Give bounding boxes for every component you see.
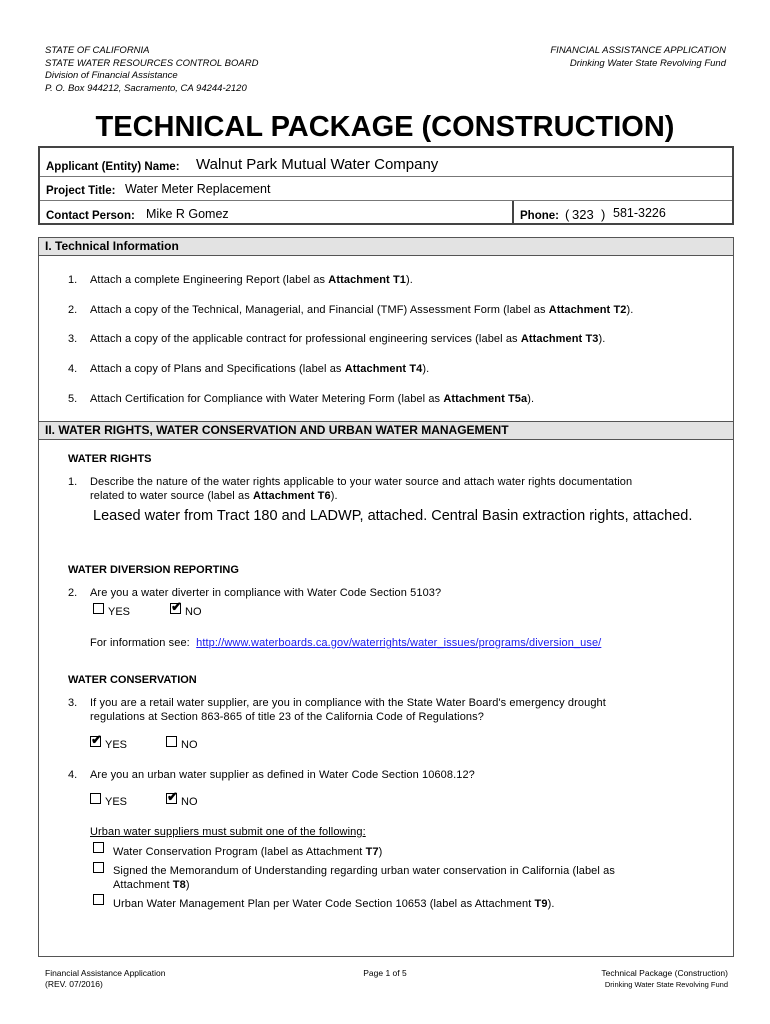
phone-label: Phone: <box>520 210 559 222</box>
urban-yes-checkbox[interactable] <box>90 793 101 804</box>
item-number: 4. <box>68 363 78 375</box>
question-number: 1. <box>68 476 78 488</box>
program-line-1: FINANCIAL ASSISTANCE APPLICATION <box>550 45 726 56</box>
project-title-label: Project Title: <box>46 185 116 197</box>
phone-cell <box>512 201 732 225</box>
item-text: Attach a complete Engineering Report (label as Attachment T1). <box>90 274 413 286</box>
item-text: Attach a copy of the applicable contract for professional engineering services (label as Attachment T3). <box>90 333 606 345</box>
drought-yes-label: YES <box>105 739 128 751</box>
diversion-question: Are you a water diverter in compliance with Water Code Section 5103? <box>90 587 442 599</box>
phone-close-paren: ) <box>601 207 606 222</box>
option-checkbox-t7[interactable] <box>93 842 104 853</box>
footer-fund-name: Drinking Water State Revolving Fund <box>604 980 728 989</box>
item-text: Attach a copy of Plans and Specifications (label as Attachment T4). <box>90 363 430 375</box>
option-memorandum: Signed the Memorandum of Understanding regarding urban water conservation in California (label as Attachment T8) <box>113 865 615 891</box>
diversion-no-checkbox[interactable]: ✔ <box>171 599 182 614</box>
page-number: Page 1 of 5 <box>363 968 407 978</box>
diversion-yes-label: YES <box>108 606 131 618</box>
contact-person-field[interactable]: Mike R Gomez <box>146 207 229 221</box>
drought-no-label: NO <box>181 739 198 751</box>
water-rights-heading: WATER RIGHTS <box>68 453 152 465</box>
option-checkbox-t8[interactable] <box>93 862 104 873</box>
question-number: 4. <box>68 769 78 781</box>
question-number: 3. <box>68 697 78 709</box>
footer-form-name: Financial Assistance Application <box>45 968 166 978</box>
item-number: 2. <box>68 304 78 316</box>
option-urban-water-management-plan: Urban Water Management Plan per Water Code Section 10653 (label as Attachment T9). <box>113 898 555 910</box>
option-water-conservation-program: Water Conservation Program (label as Attachment T7) <box>113 846 383 858</box>
footer-package-name: Technical Package (Construction) <box>601 968 728 978</box>
agency-line-1: STATE OF CALIFORNIA <box>45 45 150 56</box>
applicant-name-row <box>40 148 732 177</box>
agency-line-3: Division of Financial Assistance <box>45 70 178 81</box>
contact-row <box>40 201 732 225</box>
diversion-yes-checkbox[interactable] <box>93 603 104 614</box>
phone-area-code-field[interactable]: 323 <box>572 207 594 222</box>
applicant-info-box <box>38 146 734 225</box>
drought-yes-checkbox[interactable]: ✔ <box>91 732 102 747</box>
drought-compliance-question: If you are a retail water supplier, are you in compliance with the State Water Board's emergency drought regulations at Section 863-865 of title 23 of the California Code of Regulations? <box>90 697 606 723</box>
question-number: 2. <box>68 587 78 599</box>
item-text: Attach a copy of the Technical, Managerial, and Financial (TMF) Assessment Form (label as Attachment T2). <box>90 304 634 316</box>
section-technical-information-header: I. Technical Information <box>38 237 734 256</box>
water-conservation-heading: WATER CONSERVATION <box>68 674 197 686</box>
urban-supplier-question: Are you an urban water supplier as defined in Water Code Section 10608.12? <box>90 769 475 781</box>
project-title-field[interactable]: Water Meter Replacement <box>125 182 271 196</box>
item-number: 5. <box>68 393 78 405</box>
urban-no-label: NO <box>181 796 198 808</box>
water-rights-question: Describe the nature of the water rights applicable to your water source and attach water rights documentation related to water source (label as Attachment T6). <box>90 476 633 502</box>
phone-number-field[interactable]: 581-3226 <box>613 206 666 220</box>
applicant-name-field[interactable]: Walnut Park Mutual Water Company <box>196 156 439 173</box>
agency-line-2: STATE WATER RESOURCES CONTROL BOARD <box>45 57 259 69</box>
diversion-no-label: NO <box>185 606 202 618</box>
item-text: Attach Certification for Compliance with Water Metering Form (label as Attachment T5a). <box>90 393 535 405</box>
contact-person-label: Contact Person: <box>46 210 135 222</box>
diversion-info <box>90 636 601 650</box>
water-diversion-heading: WATER DIVERSION REPORTING <box>68 564 239 576</box>
section-water-rights-header: II. WATER RIGHTS, WATER CONSERVATION AND URBAN WATER MANAGEMENT <box>38 421 734 440</box>
phone-open-paren: ( <box>565 207 570 222</box>
urban-yes-label: YES <box>105 796 128 808</box>
footer-right <box>601 968 728 990</box>
page-title: TECHNICAL PACKAGE (CONSTRUCTION) <box>95 111 675 143</box>
applicant-name-label: Applicant (Entity) Name: <box>46 161 180 173</box>
option-checkbox-t9[interactable] <box>93 894 104 905</box>
program-line-2: Drinking Water State Revolving Fund <box>569 57 726 69</box>
urban-note: Urban water suppliers must submit one of the following: <box>90 826 366 838</box>
info-label: For information see: <box>90 637 190 649</box>
program-header <box>550 45 726 70</box>
footer-revision: (REV. 07/2016) <box>45 979 103 989</box>
item-number: 1. <box>68 274 78 286</box>
urban-no-checkbox[interactable]: ✔ <box>167 789 178 804</box>
project-title-row <box>40 177 732 201</box>
agency-header <box>45 45 258 95</box>
item-number: 3. <box>68 333 78 345</box>
diversion-info-link[interactable]: http://www.waterboards.ca.gov/waterrights/water_issues/programs/diversion_use/ <box>196 637 602 649</box>
water-rights-answer-field[interactable]: Leased water from Tract 180 and LADWP, attached. Central Basin extraction rights, attached. <box>93 508 693 524</box>
agency-line-4: P. O. Box 944212, Sacramento, CA 94244-2120 <box>45 82 247 94</box>
drought-no-checkbox[interactable] <box>166 736 177 747</box>
